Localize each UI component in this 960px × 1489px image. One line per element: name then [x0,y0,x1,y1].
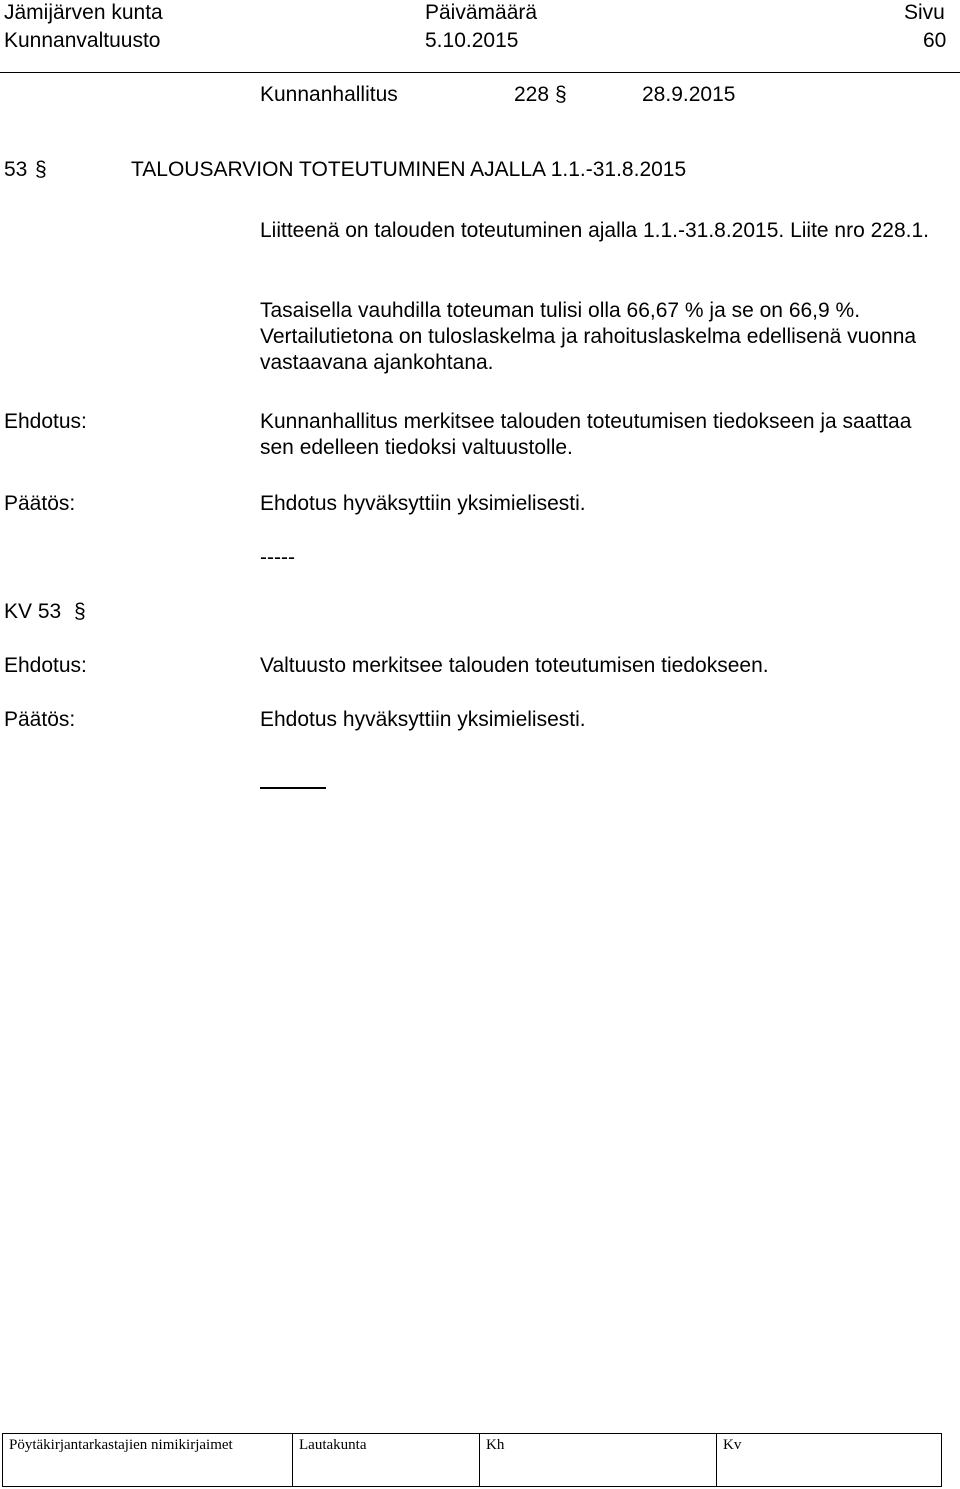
prev-body: Kunnanhallitus [260,83,398,106]
kv-decision-text: Ehdotus hyväksyttiin yksimielisesti. [260,708,586,731]
kv-item-label: KV 53 [4,600,62,623]
footer-cell-kh: Kh [480,1434,717,1487]
item-section-sign: § [35,158,47,181]
prev-item-number: 228 [514,83,550,106]
header-page-label: Sivu [904,1,945,24]
kv-proposal-label: Ehdotus: [4,654,87,677]
attachment-paragraph: Liitteenä on talouden toteutuminen ajalla 1.1.-31.8.2015. Liite nro 228.1. [260,219,929,242]
end-rule [260,787,326,789]
description-paragraph: Tasaisella vauhdilla toteuman tulisi olla 66,67 % ja se on 66,9 %. Vertailutietona on tuloslaskelma ja rahoituslaskelma edellisenä vuonna vastaavana ajankohtana. [260,299,917,374]
header-organization: Jämijärven kunta [4,1,163,24]
signature-table [2,1433,942,1487]
signature-row [3,1434,942,1487]
header-body: Kunnanvaltuusto [4,29,161,52]
header-date: 5.10.2015 [425,29,519,52]
proposal-label: Ehdotus: [4,410,87,433]
kv-section-sign: § [74,600,86,623]
header-page-number: 60 [923,29,947,52]
prev-date: 28.9.2015 [642,83,736,106]
item-number: 53 [4,158,28,181]
prev-section-sign: § [555,83,567,106]
item-title: TALOUSARVION TOTEUTUMINEN AJALLA 1.1.-31.8.2015 [131,158,687,181]
header-date-label: Päivämäärä [425,1,538,24]
kv-proposal-text: Valtuusto merkitsee talouden toteutumisen tiedokseen. [260,654,769,677]
decision-text: Ehdotus hyväksyttiin yksimielisesti. [260,492,586,515]
decision-label: Päätös: [4,492,76,515]
footer-cell-board: Lautakunta [293,1434,480,1487]
kv-decision-label: Päätös: [4,708,76,731]
footer-cell-kv: Kv [717,1434,942,1487]
item-separator: ----- [260,546,295,569]
footer-cell-inspectors: Pöytäkirjantarkastajien nimikirjaimet [3,1434,293,1487]
header-divider [0,72,960,73]
proposal-paragraph: Kunnanhallitus merkitsee talouden toteutumisen tiedokseen ja saattaa sen edelleen tiedoksi valtuustolle. [260,410,912,459]
